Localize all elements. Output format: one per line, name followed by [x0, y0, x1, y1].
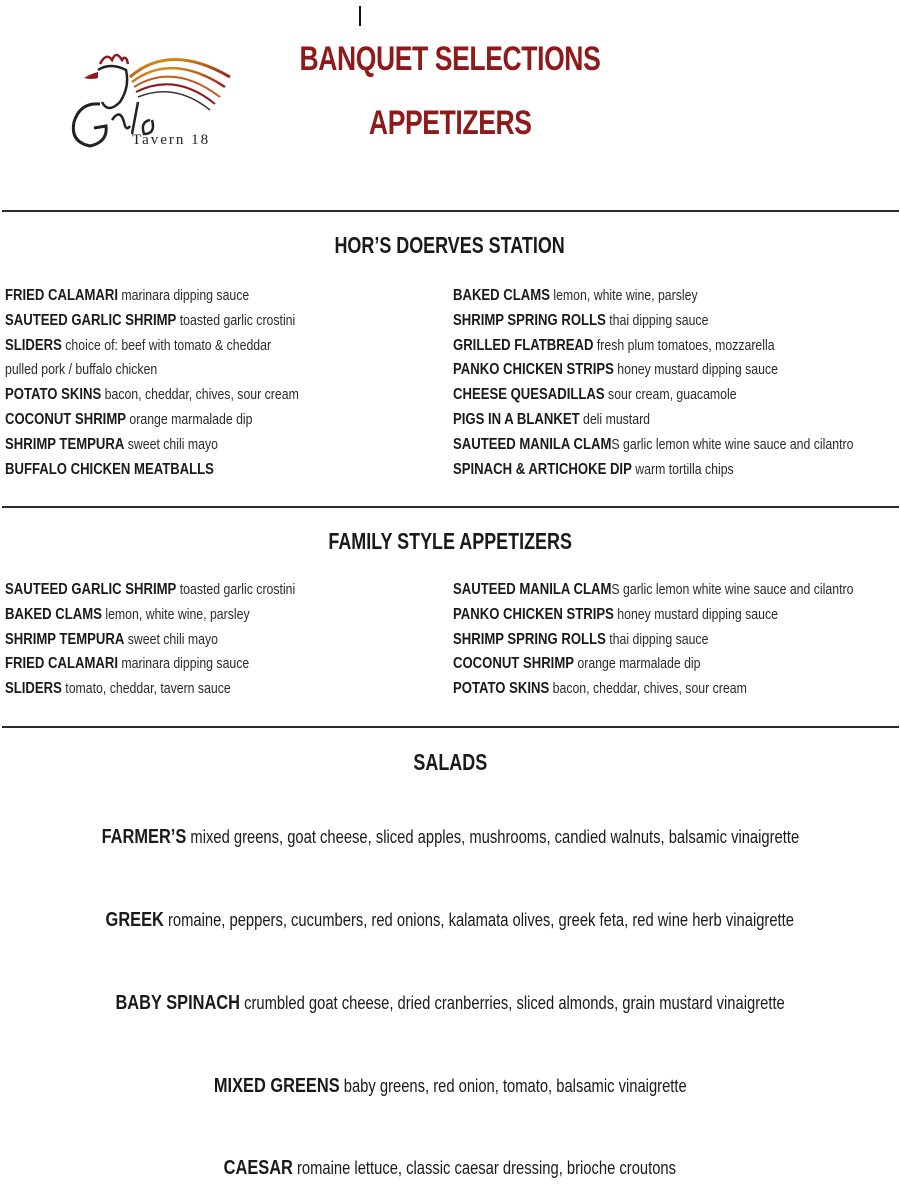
- menu-item-description: fresh plum tomatoes, mozzarella: [593, 336, 775, 354]
- menu-item-name: SHRIMP TEMPURA: [5, 435, 125, 453]
- menu-item: [453, 628, 853, 653]
- menu-item-description: sweet chili mayo: [124, 630, 218, 648]
- menu-item: [453, 603, 853, 628]
- menu-item: [453, 383, 853, 408]
- menu-item-name: BAKED CLAMS: [5, 605, 102, 623]
- menu-item-description: sweet chili mayo: [124, 435, 218, 453]
- menu-item-description: thai dipping sauce: [605, 630, 709, 648]
- salad-item: [0, 1075, 900, 1098]
- salad-description: romaine lettuce, classic caesar dressing, brioche croutons: [293, 1158, 677, 1178]
- menu-item-name: SHRIMP TEMPURA: [5, 630, 125, 648]
- menu-item: [453, 677, 853, 702]
- family-left-column: [5, 578, 359, 702]
- salad-item: [0, 992, 900, 1015]
- menu-item-description: toasted garlic crostini: [176, 581, 296, 598]
- menu-item-name: FRIED CALAMARI: [5, 287, 118, 304]
- menu-item-name: PANKO CHICKEN STRIPS: [453, 605, 614, 623]
- menu-item: [5, 284, 299, 309]
- salad-description: romaine, peppers, cucumbers, red onions, kalamata olives, greek feta, red wine herb vinaigrette: [164, 910, 795, 930]
- menu-item-name: PIGS IN A BLANKET: [453, 410, 580, 428]
- menu-item-name: SAUTEED GARLIC SHRIMP: [5, 311, 177, 329]
- menu-item-name: PANKO CHICKEN STRIPS: [453, 361, 614, 379]
- menu-item-description: sour cream, guacamole: [604, 386, 737, 404]
- menu-item-description: thai dipping sauce: [605, 311, 709, 329]
- menu-item-name: SPINACH & ARTICHOKE DIP: [453, 460, 632, 478]
- menu-item-name: SLIDERS: [5, 336, 62, 354]
- salad-name: GREEK: [105, 909, 165, 931]
- menu-item-description: toasted garlic crostini: [176, 311, 296, 329]
- menu-item: [453, 652, 853, 677]
- menu-item: [5, 433, 299, 458]
- menu-item-name: SHRIMP SPRING ROLLS: [453, 311, 606, 329]
- menu-item-description: S garlic lemon white wine sauce and cilantro: [611, 581, 854, 598]
- menu-item-description: marinara dipping sauce: [117, 287, 250, 304]
- menu-item: [5, 578, 295, 603]
- menu-item-description: orange marmalade dip: [126, 410, 253, 428]
- salad-description: mixed greens, goat cheese, sliced apples, mushrooms, candied walnuts, balsamic vinaigrette: [185, 827, 799, 847]
- menu-item-description: honey mustard dipping sauce: [613, 361, 778, 379]
- salad-item: [0, 1157, 900, 1180]
- menu-item: [5, 652, 295, 677]
- menu-item: [5, 383, 299, 408]
- hors-right-column: [453, 284, 900, 482]
- menu-item-description: pulled pork / buffalo chicken: [5, 361, 158, 379]
- page-title: BANQUET SELECTIONS: [299, 40, 601, 78]
- menu-item: [5, 309, 299, 334]
- menu-item: [5, 677, 295, 702]
- menu-item-description: lemon, white wine, parsley: [549, 287, 698, 304]
- menu-item: [5, 358, 299, 383]
- salad-name: MIXED GREENS: [213, 1075, 340, 1097]
- menu-item-name: POTATO SKINS: [5, 386, 102, 404]
- logo-tagline: Tavern 18: [132, 132, 211, 148]
- divider: [2, 506, 899, 508]
- menu-item-name: COCONUT SHRIMP: [5, 410, 127, 428]
- salad-item: [0, 909, 900, 932]
- section-title-salads: SALADS: [413, 749, 487, 775]
- menu-item-name: SLIDERS: [5, 680, 62, 698]
- menu-item: [453, 309, 853, 334]
- menu-item-name: SAUTEED MANILA CLAM: [453, 581, 612, 598]
- salad-item: [0, 826, 900, 849]
- menu-item: [453, 458, 853, 483]
- menu-item: [453, 334, 853, 359]
- page-subtitle: APPETIZERS: [368, 104, 532, 142]
- salad-name: BABY SPINACH: [115, 992, 240, 1014]
- menu-item-description: S garlic lemon white wine sauce and cilantro: [611, 435, 854, 453]
- menu-item: [453, 284, 853, 309]
- menu-item-description: tomato, cheddar, tavern sauce: [61, 680, 231, 698]
- text-cursor: [359, 6, 361, 26]
- menu-item-name: FRIED CALAMARI: [5, 655, 118, 673]
- menu-item-name: CHEESE QUESADILLAS: [453, 386, 605, 404]
- menu-item-description: bacon, cheddar, chives, sour cream: [101, 386, 299, 404]
- menu-item-name: GRILLED FLATBREAD: [453, 336, 594, 354]
- menu-item-name: POTATO SKINS: [453, 680, 550, 698]
- menu-item: [453, 433, 853, 458]
- menu-item: [5, 458, 299, 483]
- menu-item: [5, 628, 295, 653]
- menu-item-description: bacon, cheddar, chives, sour cream: [549, 680, 747, 698]
- menu-item-description: lemon, white wine, parsley: [101, 605, 250, 623]
- menu-item: [5, 334, 299, 359]
- hors-left-column: [5, 284, 363, 482]
- divider: [2, 726, 899, 728]
- menu-item-description: warm tortilla chips: [631, 460, 734, 478]
- menu-item-description: honey mustard dipping sauce: [613, 605, 778, 623]
- salad-description: baby greens, red onion, tomato, balsamic vinaigrette: [339, 1076, 687, 1096]
- menu-item-name: COCONUT SHRIMP: [453, 655, 575, 673]
- menu-item-description: marinara dipping sauce: [117, 655, 250, 673]
- menu-item-description: orange marmalade dip: [574, 655, 701, 673]
- menu-item-description: choice of: beef with tomato & cheddar: [61, 336, 272, 354]
- menu-item-name: SAUTEED MANILA CLAM: [453, 435, 612, 453]
- salad-description: crumbled goat cheese, dried cranberries, sliced almonds, grain mustard vinaigrette: [239, 993, 785, 1013]
- divider: [2, 210, 899, 212]
- section-title-family: FAMILY STYLE APPETIZERS: [328, 528, 572, 554]
- menu-item-name: BUFFALO CHICKEN MEATBALLS: [5, 460, 214, 478]
- menu-item: [5, 603, 295, 628]
- menu-item-name: SAUTEED GARLIC SHRIMP: [5, 581, 177, 598]
- menu-item: [453, 358, 853, 383]
- family-right-column: [453, 578, 900, 702]
- menu-item-name: BAKED CLAMS: [453, 287, 550, 304]
- menu-item: [5, 408, 299, 433]
- menu-item-name: SHRIMP SPRING ROLLS: [453, 630, 606, 648]
- menu-item: [453, 408, 853, 433]
- salad-name: CAESAR: [223, 1157, 294, 1179]
- menu-item-description: deli mustard: [579, 410, 651, 428]
- menu-item: [453, 578, 853, 603]
- section-title-hors: HOR’S DOERVES STATION: [334, 232, 566, 258]
- salad-name: FARMER’S: [101, 826, 186, 848]
